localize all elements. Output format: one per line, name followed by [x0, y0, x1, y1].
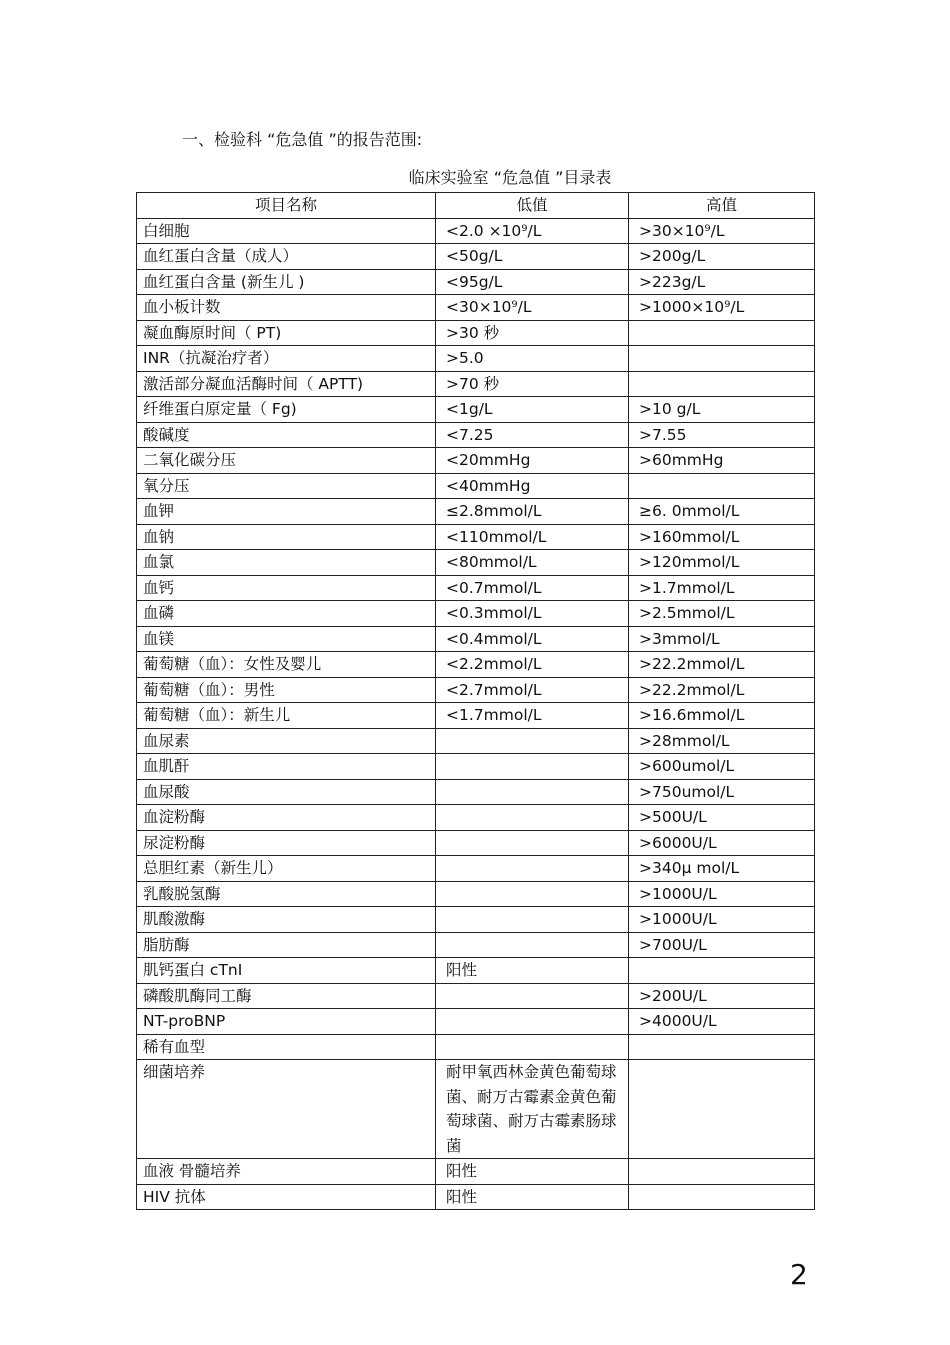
cell-high: >500U/L: [629, 805, 815, 831]
cell-item: 激活部分凝血活酶时间（ APTT): [137, 371, 436, 397]
cell-low: [436, 932, 629, 958]
cell-low: ≤2.8mmol/L: [436, 499, 629, 525]
cell-low: <1g/L: [436, 397, 629, 423]
cell-low: [436, 728, 629, 754]
cell-low: <50g/L: [436, 244, 629, 270]
table-row: [137, 907, 815, 933]
cell-low: [436, 881, 629, 907]
table-row: [137, 652, 815, 678]
table-row: [137, 1009, 815, 1035]
cell-item: 肌钙蛋白 cTnI: [137, 958, 436, 984]
cell-low: <0.3mmol/L: [436, 601, 629, 627]
cell-high: [629, 473, 815, 499]
table-row: [137, 371, 815, 397]
critical-value-table: [136, 192, 815, 1210]
cell-high: >120mmol/L: [629, 550, 815, 576]
cell-high: >60mmHg: [629, 448, 815, 474]
cell-item: 凝血酶原时间（ PT): [137, 320, 436, 346]
cell-low: [436, 830, 629, 856]
cell-item: 尿淀粉酶: [137, 830, 436, 856]
cell-item: NT-proBNP: [137, 1009, 436, 1035]
cell-item: 纤维蛋白原定量（ Fg): [137, 397, 436, 423]
table-row: [137, 728, 815, 754]
cell-high: >30×10⁹/L: [629, 218, 815, 244]
cell-high: [629, 958, 815, 984]
cell-item: 乳酸脱氢酶: [137, 881, 436, 907]
table-row: [137, 856, 815, 882]
cell-item: 血红蛋白含量 (新生儿 ): [137, 269, 436, 295]
cell-high: >3mmol/L: [629, 626, 815, 652]
cell-item: 血钾: [137, 499, 436, 525]
cell-low: [436, 856, 629, 882]
cell-low: >30 秒: [436, 320, 629, 346]
cell-high: >160mmol/L: [629, 524, 815, 550]
cell-high: >22.2mmol/L: [629, 652, 815, 678]
cell-high: [629, 1159, 815, 1185]
page-number: 2: [790, 1258, 808, 1291]
cell-low: >5.0: [436, 346, 629, 372]
table-row: [137, 269, 815, 295]
cell-item: 血小板计数: [137, 295, 436, 321]
cell-item: 葡萄糖（血）：女性及婴儿: [137, 652, 436, 678]
table-row: [137, 881, 815, 907]
cell-high: >4000U/L: [629, 1009, 815, 1035]
cell-item: 总胆红素（新生儿）: [137, 856, 436, 882]
cell-high: [629, 1034, 815, 1060]
cell-item: 血磷: [137, 601, 436, 627]
cell-item: 磷酸肌酶同工酶: [137, 983, 436, 1009]
cell-high: >2.5mmol/L: [629, 601, 815, 627]
cell-high: >1.7mmol/L: [629, 575, 815, 601]
cell-item: 脂肪酶: [137, 932, 436, 958]
cell-high: >1000×10⁹/L: [629, 295, 815, 321]
cell-low: [436, 779, 629, 805]
cell-high: >1000U/L: [629, 881, 815, 907]
table-row: [137, 830, 815, 856]
cell-low: 阳性: [436, 958, 629, 984]
cell-high: [629, 1184, 815, 1210]
cell-low: [436, 805, 629, 831]
cell-item: 肌酸激酶: [137, 907, 436, 933]
cell-high: >223g/L: [629, 269, 815, 295]
cell-high: [629, 1060, 815, 1159]
table-row: [137, 958, 815, 984]
table-row: [137, 1184, 815, 1210]
cell-item: 血钙: [137, 575, 436, 601]
column-header-item: 项目名称: [137, 193, 436, 219]
cell-low: 阳性: [436, 1159, 629, 1185]
cell-item: INR（抗凝治疗者）: [137, 346, 436, 372]
cell-item: 血钠: [137, 524, 436, 550]
cell-high: >200g/L: [629, 244, 815, 270]
cell-low: <30×10⁹/L: [436, 295, 629, 321]
cell-high: >28mmol/L: [629, 728, 815, 754]
table-row: [137, 550, 815, 576]
cell-high: >700U/L: [629, 932, 815, 958]
cell-low: 耐甲氧西林金黄色葡萄球菌、耐万古霉素金黄色葡萄球菌、耐万古霉素肠球菌: [436, 1060, 629, 1159]
cell-high: >750umol/L: [629, 779, 815, 805]
table-row: [137, 575, 815, 601]
cell-item: 血淀粉酶: [137, 805, 436, 831]
cell-item: 葡萄糖（血）：男性: [137, 677, 436, 703]
table-header-row: [137, 193, 815, 219]
table-row: [137, 218, 815, 244]
cell-high: >7.55: [629, 422, 815, 448]
cell-item: 二氧化碳分压: [137, 448, 436, 474]
cell-item: 葡萄糖（血）：新生儿: [137, 703, 436, 729]
cell-item: 血尿素: [137, 728, 436, 754]
cell-high: [629, 346, 815, 372]
table-row: [137, 805, 815, 831]
cell-item: 酸碱度: [137, 422, 436, 448]
cell-high: >22.2mmol/L: [629, 677, 815, 703]
cell-item: 血肌酐: [137, 754, 436, 780]
cell-high: >340μ mol/L: [629, 856, 815, 882]
cell-low: <95g/L: [436, 269, 629, 295]
table-row: [137, 499, 815, 525]
table-row: [137, 346, 815, 372]
table-row: [137, 983, 815, 1009]
cell-low: <80mmol/L: [436, 550, 629, 576]
cell-low: <2.7mmol/L: [436, 677, 629, 703]
cell-high: >1000U/L: [629, 907, 815, 933]
cell-item: 血红蛋白含量（成人）: [137, 244, 436, 270]
cell-item: 血镁: [137, 626, 436, 652]
cell-low: >70 秒: [436, 371, 629, 397]
table-caption: 临床实验室 “危急值 ”目录表: [408, 168, 612, 187]
cell-item: 细菌培养: [137, 1060, 436, 1159]
cell-item: 血尿酸: [137, 779, 436, 805]
cell-high: >6000U/L: [629, 830, 815, 856]
table-row: [137, 244, 815, 270]
cell-high: ≥6. 0mmol/L: [629, 499, 815, 525]
cell-low: <110mmol/L: [436, 524, 629, 550]
cell-low: [436, 1009, 629, 1035]
cell-low: <2.0 ×10⁹/L: [436, 218, 629, 244]
table-row: [137, 754, 815, 780]
table-row: [137, 1034, 815, 1060]
cell-high: >16.6mmol/L: [629, 703, 815, 729]
cell-low: <2.2mmol/L: [436, 652, 629, 678]
table-row: [137, 601, 815, 627]
table-row: [137, 422, 815, 448]
table-row: [137, 320, 815, 346]
column-header-low: 低值: [436, 193, 629, 219]
cell-item: 血氯: [137, 550, 436, 576]
cell-high: [629, 371, 815, 397]
table-row: [137, 1060, 815, 1159]
table-row: [137, 932, 815, 958]
cell-item: 白细胞: [137, 218, 436, 244]
table-row: [137, 1159, 815, 1185]
cell-low: [436, 754, 629, 780]
cell-low: <7.25: [436, 422, 629, 448]
table-row: [137, 626, 815, 652]
table-row: [137, 295, 815, 321]
cell-low: 阳性: [436, 1184, 629, 1210]
cell-low: <1.7mmol/L: [436, 703, 629, 729]
table-row: [137, 677, 815, 703]
table-row: [137, 473, 815, 499]
cell-low: [436, 983, 629, 1009]
cell-item: 氧分压: [137, 473, 436, 499]
section-heading: 一、检验科 “危急值 ”的报告范围:: [182, 130, 423, 149]
table-row: [137, 779, 815, 805]
cell-high: >10 g/L: [629, 397, 815, 423]
cell-item: 稀有血型: [137, 1034, 436, 1060]
table-row: [137, 524, 815, 550]
cell-high: >600umol/L: [629, 754, 815, 780]
table-row: [137, 448, 815, 474]
cell-low: <0.4mmol/L: [436, 626, 629, 652]
cell-item: 血液 骨髓培养: [137, 1159, 436, 1185]
table-row: [137, 397, 815, 423]
cell-item: HIV 抗体: [137, 1184, 436, 1210]
cell-low: [436, 907, 629, 933]
column-header-high: 高值: [629, 193, 815, 219]
cell-high: >200U/L: [629, 983, 815, 1009]
cell-low: [436, 1034, 629, 1060]
cell-low: <20mmHg: [436, 448, 629, 474]
table-row: [137, 703, 815, 729]
cell-low: <0.7mmol/L: [436, 575, 629, 601]
cell-low: <40mmHg: [436, 473, 629, 499]
cell-high: [629, 320, 815, 346]
table-body: [137, 218, 815, 1210]
